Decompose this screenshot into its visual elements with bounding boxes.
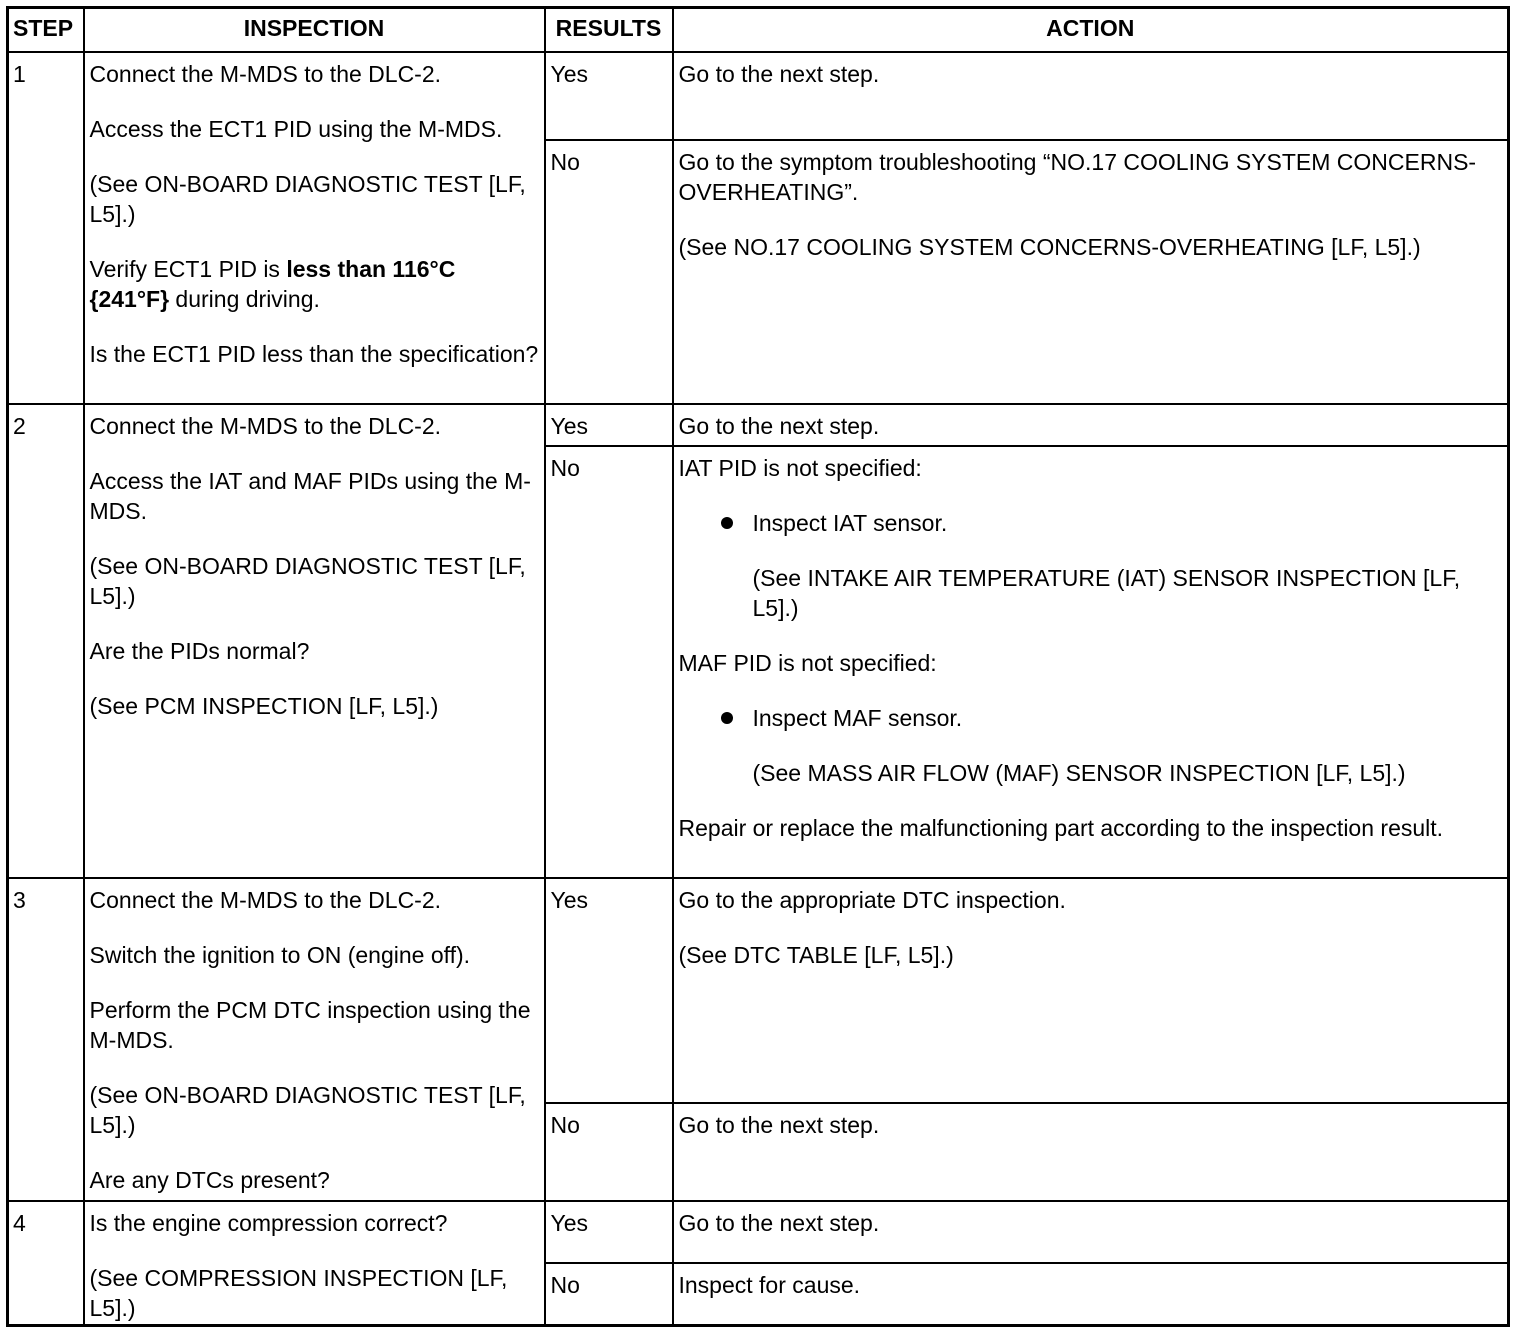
maf-bullet-item: [679, 703, 1503, 733]
step-1-action-yes: [673, 52, 1509, 140]
step-2-action-yes: [673, 404, 1509, 446]
step-3-inspection: [84, 878, 545, 1201]
step-2-inspection: [84, 404, 545, 878]
step-2-action-no: [673, 446, 1509, 878]
step-3-inspection-question: Are any DTCs present?: [89, 1167, 330, 1193]
action-line: (See DTC TABLE [LF, L5].): [678, 942, 954, 968]
step-2-inspection-line: Connect the M-MDS to the DLC-2.: [89, 413, 442, 439]
step-1-inspection-question: Is the ECT1 PID less than the specification?: [89, 341, 539, 367]
iat-title: IAT PID is not specified:: [678, 455, 922, 481]
step-3-result-yes: Yes: [545, 878, 673, 1103]
repair-text: Repair or replace the malfunctioning part according to the inspection result.: [678, 815, 1444, 841]
step-4-action-no: [673, 1263, 1509, 1325]
header-row: [8, 8, 1509, 53]
step-1-number: 1: [8, 52, 84, 404]
step-2-inspection-line: Access the IAT and MAF PIDs using the M-MDS.: [89, 468, 531, 524]
action-line: Go to the appropriate DTC inspection.: [678, 887, 1066, 913]
step-2-inspection-line: (See ON-BOARD DIAGNOSTIC TEST [LF, L5].): [89, 553, 526, 609]
action-line: Go to the next step.: [678, 1112, 880, 1138]
step-4-action-yes: [673, 1201, 1509, 1263]
action-line: Go to the next step.: [678, 61, 880, 87]
header-inspection: INSPECTION: [84, 8, 545, 53]
action-line: Inspect for cause.: [678, 1272, 861, 1298]
action-line: (See NO.17 COOLING SYSTEM CONCERNS-OVERHEATING [LF, L5].): [678, 234, 1421, 260]
step-3-inspection-line: (See ON-BOARD DIAGNOSTIC TEST [LF, L5].): [89, 1082, 526, 1138]
bullet-icon: [721, 517, 733, 529]
step-3-inspection-line: Switch the ignition to ON (engine off).: [89, 942, 471, 968]
action-line: Go to the next step.: [678, 413, 880, 439]
step-1-inspection-line: (See ON-BOARD DIAGNOSTIC TEST [LF, L5].): [89, 171, 526, 227]
step-3-yes-row: [8, 878, 1509, 1103]
diagnostic-procedure-table: [6, 6, 1510, 1327]
step-4-inspection-question: Is the engine compression correct?: [89, 1210, 448, 1236]
step-1-inspection-line: Connect the M-MDS to the DLC-2.: [89, 61, 442, 87]
step-4-result-no: No: [545, 1263, 673, 1325]
bullet-icon: [721, 712, 733, 724]
maf-bullet-text: Inspect MAF sensor.: [752, 705, 963, 731]
step-1-inspection-verify: [90, 254, 539, 314]
header-results: RESULTS: [545, 8, 673, 53]
step-3-action-yes: [673, 878, 1509, 1103]
step-1-action-no: [673, 140, 1509, 404]
step-4-yes-row: [8, 1201, 1509, 1263]
step-4-number: 4: [8, 1201, 84, 1325]
step-4-inspection: [84, 1201, 545, 1325]
maf-title: MAF PID is not specified:: [678, 650, 937, 676]
iat-bullet-item: [679, 508, 1503, 538]
step-2-inspection-line: (See PCM INSPECTION [LF, L5].): [89, 693, 439, 719]
step-2-number: 2: [8, 404, 84, 878]
verify-text-end: during driving.: [169, 286, 320, 312]
header-step: STEP: [8, 8, 84, 53]
action-line: Go to the next step.: [678, 1210, 880, 1236]
verify-spec: less than 116°C {241°F}: [89, 256, 456, 312]
step-3-inspection-line: Connect the M-MDS to the DLC-2.: [89, 887, 442, 913]
step-3-result-no: No: [545, 1103, 673, 1201]
iat-bullet-text: Inspect IAT sensor.: [752, 510, 948, 536]
header-action: ACTION: [673, 8, 1509, 53]
iat-reference: (See INTAKE AIR TEMPERATURE (IAT) SENSOR INSPECTION [LF, L5].): [752, 565, 1461, 621]
step-1-yes-row: [8, 52, 1509, 140]
step-2-inspection-question: Are the PIDs normal?: [89, 638, 310, 664]
step-3-inspection-line: Perform the PCM DTC inspection using the M-MDS.: [89, 997, 531, 1053]
step-1-inspection: [84, 52, 545, 404]
step-1-inspection-line: Access the ECT1 PID using the M-MDS.: [89, 116, 503, 142]
action-line: Go to the symptom troubleshooting “NO.17 COOLING SYSTEM CONCERNS-OVERHEATING”.: [678, 149, 1477, 205]
step-1-result-no: No: [545, 140, 673, 404]
step-3-action-no: [673, 1103, 1509, 1201]
maf-reference: (See MASS AIR FLOW (MAF) SENSOR INSPECTION [LF, L5].): [752, 760, 1406, 786]
verify-text: Verify ECT1 PID is: [89, 256, 287, 282]
step-4-result-yes: Yes: [545, 1201, 673, 1263]
step-2-result-no: No: [545, 446, 673, 878]
step-2-result-yes: Yes: [545, 404, 673, 446]
step-3-number: 3: [8, 878, 84, 1201]
step-2-yes-row: [8, 404, 1509, 446]
step-4-inspection-line: (See COMPRESSION INSPECTION [LF, L5].): [89, 1265, 508, 1321]
diagnostic-table-container: [6, 6, 1507, 1326]
step-1-result-yes: Yes: [545, 52, 673, 140]
